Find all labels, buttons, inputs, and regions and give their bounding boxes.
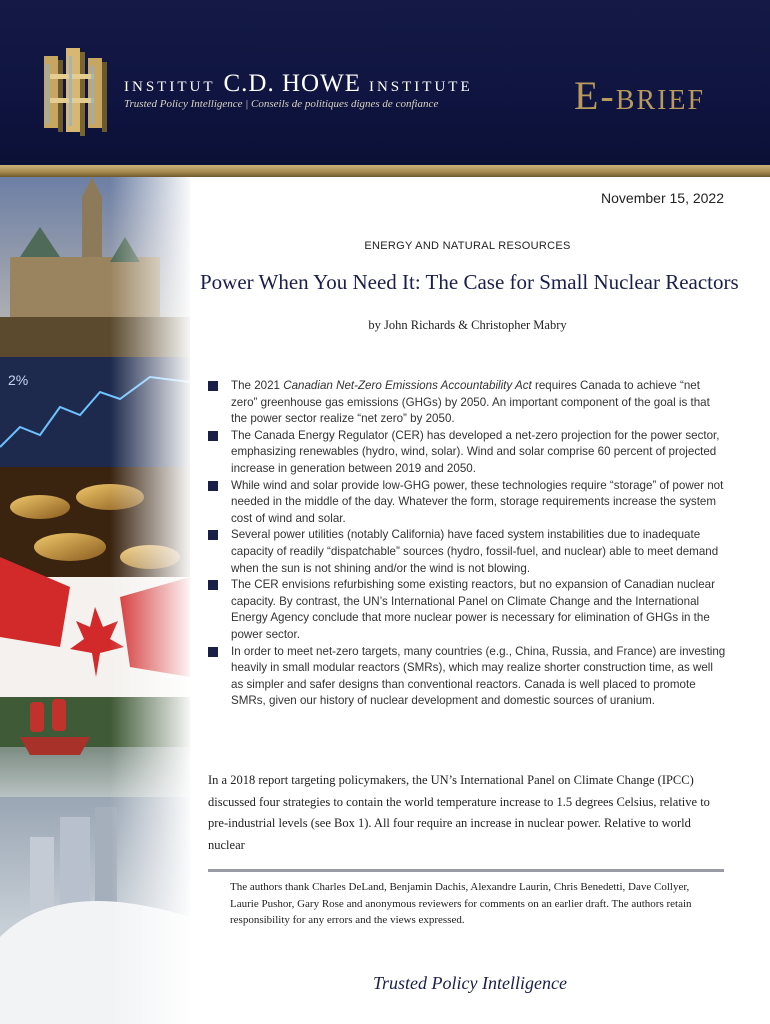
institut-label: INSTITUT	[124, 79, 216, 95]
section-label: ENERGY AND NATURAL RESOURCES	[364, 240, 571, 252]
bullet-square-icon	[208, 431, 218, 441]
footer-tagline: Trusted Policy Intelligence	[373, 973, 567, 993]
bullet-text: While wind and solar provide low-GHG power, these technologies require “storage” of power not needed in the middle of the day. Whatever the form, storage requirements increase the system cost of wind and solar.	[231, 478, 724, 525]
header-tagline: Trusted Policy Intelligence | Conseils de politiques dignes de confiance	[124, 98, 439, 110]
publication-date: November 15, 2022	[601, 190, 724, 206]
bullet-text: The 2021	[231, 379, 284, 392]
bullet-square-icon	[208, 580, 218, 590]
bullet-item	[208, 478, 726, 528]
cd-howe-logo-icon	[42, 44, 114, 140]
photo-collage	[0, 177, 190, 1024]
bullet-square-icon	[208, 647, 218, 657]
bullet-text: Several power utilities (notably California) have faced system instabilities due to inadequate capacity of readily “dispatchable” sources (hydro, fossil-fuel, and nuclear) able to meet demand when the sun is not shining and/or the wind is not blowing.	[231, 528, 719, 575]
institute-name	[124, 70, 473, 96]
summary-bullets	[208, 378, 726, 710]
gold-divider	[0, 165, 770, 177]
page-title: Power When You Need It: The Case for Small Nuclear Reactors	[200, 270, 739, 294]
bullet-square-icon	[208, 381, 218, 391]
organization-name: C.D. HOWE	[223, 70, 361, 97]
footnote-divider	[208, 869, 724, 872]
header-band	[0, 0, 770, 165]
bullet-item	[208, 527, 726, 577]
bullet-italic-text: Canadian Net-Zero Emissions Accountability Act	[283, 379, 532, 392]
series-title: E-brief	[574, 73, 706, 118]
bullet-item	[208, 378, 726, 428]
bullet-text: The CER envisions refurbishing some existing reactors, but no expansion of Canadian nuclear capacity. By contrast, the UN’s International Panel on Climate Change and the International Energy Agency conclude that more nuclear power is necessary for elimination of GHGs in the power sector.	[231, 578, 715, 641]
bullet-item	[208, 644, 726, 710]
bullet-text: The Canada Energy Regulator (CER) has developed a net-zero projection for the power sector, emphasizing renewables (hydro, wind, solar). Wind and solar comprise 60 percent of projected increase in generation between 2019 and 2050.	[231, 428, 720, 475]
bullet-square-icon	[208, 481, 218, 491]
collage-percent-text: 2%	[8, 372, 29, 388]
bullet-text: requires Canada to achieve “net zero” greenhouse gas emissions (GHGs) by 2050. An important component of the goal is that the power sector realize “net zero” by 2050.	[231, 379, 710, 426]
body-paragraph: In a 2018 report targeting policymakers, the UN’s International Panel on Climate Change (IPCC) discussed four strategies to contain the world temperature increase to 1.5 degrees Celsius, relative to pre-industrial levels (see Box 1). All four require an increase in nuclear power. Relative to world nuclear	[208, 773, 710, 852]
acknowledgement-note: The authors thank Charles DeLand, Benjamin Dachis, Alexandre Laurin, Chris Benedetti, Dave Collyer, Laurie Pushor, Gary Rose and anonymous reviewers for comments on an earlier draft. The authors retain responsibility for any errors and the views expressed.	[230, 881, 692, 926]
bullet-square-icon	[208, 530, 218, 540]
bullet-item	[208, 577, 726, 643]
collage-image	[0, 177, 190, 1024]
bullet-item	[208, 428, 726, 478]
institute-label: INSTITUTE	[368, 79, 473, 95]
bullet-text: In order to meet net-zero targets, many countries (e.g., China, Russia, and France) are investing heavily in small modular reactors (SMRs), which may realize shorter construction time, as well as simpler and safer designs than conventional reactors. Canada is well placed to promote SMRs, given our history of nuclear development and domestic sources of uranium.	[231, 644, 726, 708]
byline: by John Richards & Christopher Mabry	[368, 318, 567, 332]
